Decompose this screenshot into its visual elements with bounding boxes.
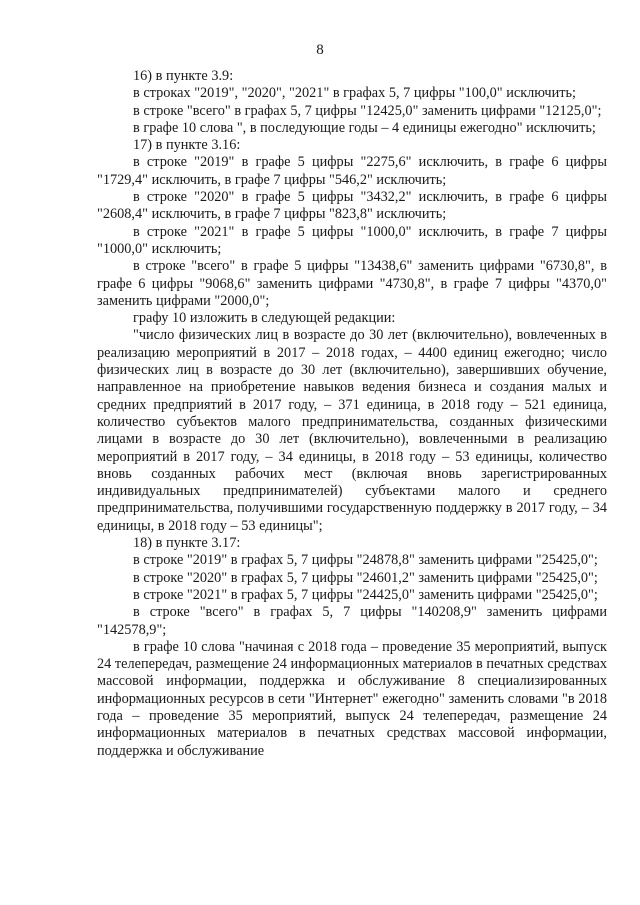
paragraph: в строке "всего" в графах 5, 7 цифры "12425,0" заменить цифрами "12125,0"; [133, 102, 602, 119]
paragraph: в графе 10 слова "начиная с 2018 года – проведение 35 мероприятий, выпуск 24 телепередач, размещение 24 информационных материалов в печатных средствах массовой информации, поддержка и обслуживание 8 специализированных информационных ресурсов в сети "Интернет" ежегодно" заменить словами "в 2018 года – проведение 35 мероприятий, выпуск 24 телепередач, размещение 24 информационных материалов в печатных средствах массовой информации, поддержка и обслуживание [97, 638, 607, 759]
paragraph: в строке "всего" в графах 5, 7 цифры "140208,9" заменить цифрами "142578,9"; [97, 604, 607, 638]
paragraph: в строках "2019", "2020", "2021" в графах 5, 7 цифры "100,0" исключить; [133, 85, 576, 102]
paragraph: в строке "2020" в графе 5 цифры "3432,2" исключить, в графе 6 цифры "2608,4" исключить, в графе 7 цифры "823,8" исключить; [97, 189, 607, 223]
document-body [97, 68, 607, 760]
page-number: 8 [316, 42, 324, 58]
paragraph: 17) в пункте 3.16: [133, 137, 241, 154]
paragraph: графу 10 изложить в следующей редакции: [133, 310, 396, 327]
paragraph: в строке "2019" в графах 5, 7 цифры "24878,8" заменить цифрами "25425,0"; [133, 552, 598, 569]
paragraph: в графе 10 слова ", в последующие годы – 4 единицы ежегодно" исключить; [133, 119, 596, 136]
paragraph: в строке "2021" в графах 5, 7 цифры "24425,0" заменить цифрами "25425,0"; [133, 586, 598, 603]
paragraph: в строке "2019" в графе 5 цифры "2275,6" исключить, в графе 6 цифры "1729,4" исключить, в графе 7 цифры "546,2" исключить; [97, 154, 607, 188]
paragraph: в строке "2021" в графе 5 цифры "1000,0" исключить, в графе 7 цифры "1000,0" исключить; [97, 223, 607, 257]
paragraph: в строке "2020" в графах 5, 7 цифры "24601,2" заменить цифрами "25425,0"; [133, 569, 598, 586]
paragraph: 18) в пункте 3.17: [133, 535, 241, 552]
paragraph: "число физических лиц в возрасте до 30 лет (включительно), вовлеченных в реализацию мероприятий в 2017 – 2018 годах, – 4400 единиц ежегодно; число физических лиц в возрасте до 30 лет (включительно), завершивших обучение, направленное на приобретение навыков ведения бизнеса и создания малых и средних предприятий в 2017 году, – 371 единица, в 2018 году – 521 единица, количество субъектов малого предпринимательства, созданных физическими лицами в возрасте до 30 лет (включительно), вовлеченными в реализацию мероприятий в 2017 году, – 34 единицы, в 2018 году – 53 единицы, количество вновь созданных рабочих мест (включая вновь зарегистрированных индивидуальных предпринимателей) субъектами малого и среднего предпринимательства, получившими государственную поддержку в 2017 году, – 34 единицы, в 2018 году – 53 единицы"; [97, 327, 607, 534]
paragraph: 16) в пункте 3.9: [133, 68, 234, 84]
paragraph: в строке "всего" в графе 5 цифры "13438,6" заменить цифрами "6730,8", в графе 6 цифры "9068,6" заменить цифрами "4730,8", в графе 7 цифры "4370,0" заменить цифрами "2000,0"; [97, 258, 607, 309]
